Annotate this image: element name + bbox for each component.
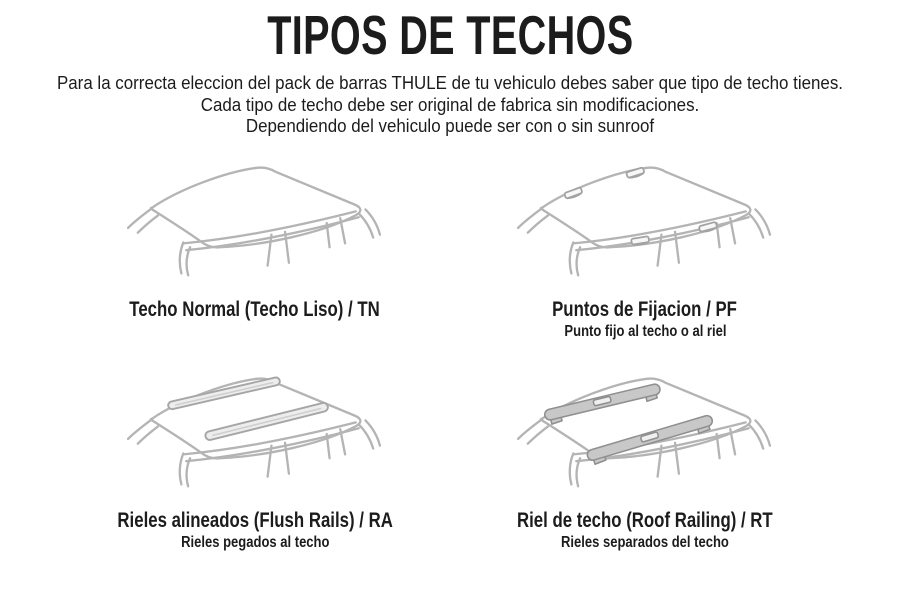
roof-illustration-pf xyxy=(490,150,800,298)
roof-illustration-tn xyxy=(100,150,410,298)
roof-card-ra xyxy=(60,361,450,572)
intro-text xyxy=(0,73,900,138)
intro-line-3: Dependiendo del vehiculo puede ser con o sin sunroof xyxy=(245,116,655,136)
roof-grid xyxy=(60,150,840,572)
roof-card-pf xyxy=(450,150,840,361)
roof-sublabel-rt: Rieles separados del techo xyxy=(561,534,729,551)
roof-label-rt: Riel de techo (Roof Railing) / RT xyxy=(517,509,773,532)
intro-line-2: Cada tipo de techo debe ser original de fabrica sin modificaciones. xyxy=(200,94,700,115)
roof-illustration-rt xyxy=(490,361,800,509)
roof-sublabel-pf: Punto fijo al techo o al riel xyxy=(563,323,727,340)
roof-illustration-ra xyxy=(100,361,410,509)
roof-card-rt xyxy=(450,361,840,572)
roof-card-tn xyxy=(60,150,450,361)
page-title: TIPOS DE TECHOS xyxy=(266,4,634,66)
roof-label-pf: Puntos de Fijacion / PF xyxy=(552,298,738,321)
roof-label-ra: Rieles alineados (Flush Rails) / RA xyxy=(117,509,393,532)
roof-label-tn: Techo Normal (Techo Liso) / TN xyxy=(129,298,381,321)
intro-line-1: Para la correcta eleccion del pack de barras THULE de tu vehiculo debes saber que tipo de techo tienes. xyxy=(56,73,843,93)
roof-sublabel-ra: Rieles pegados al techo xyxy=(180,534,330,551)
